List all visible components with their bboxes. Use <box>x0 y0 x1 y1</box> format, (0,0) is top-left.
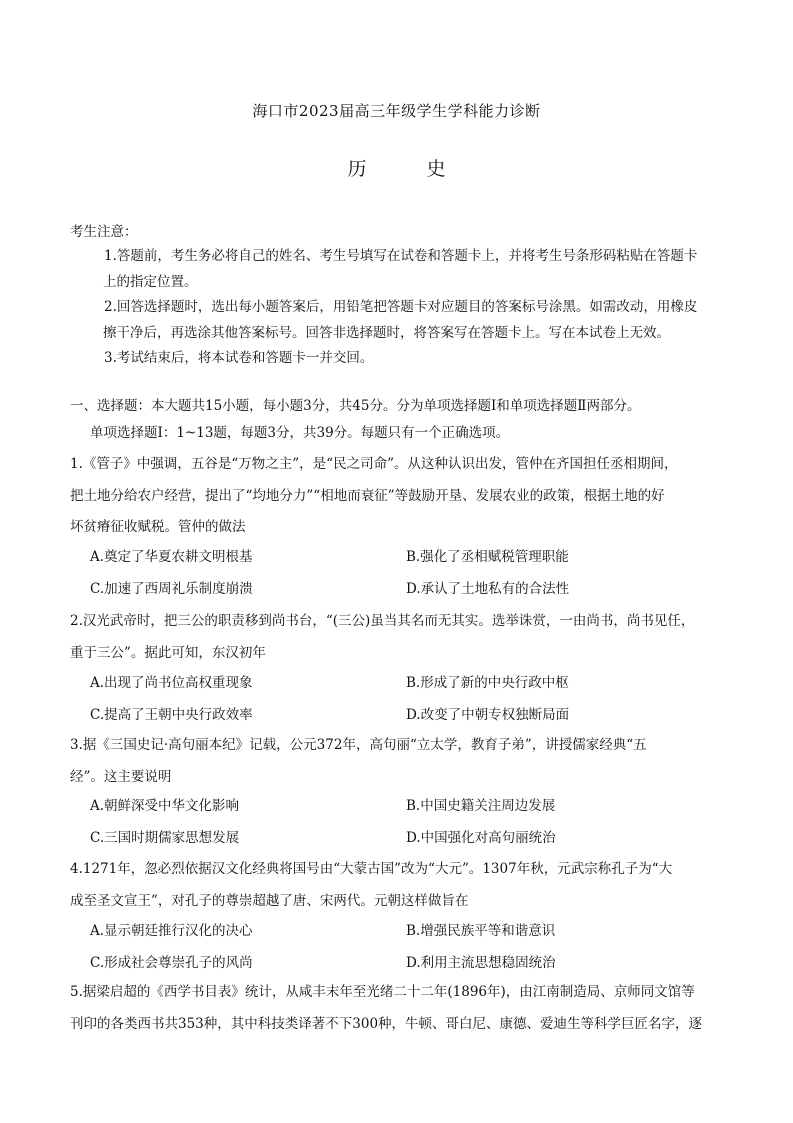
question-2-options <box>90 668 730 731</box>
question-1 <box>70 449 730 544</box>
question-line: 经”。这主要说明 <box>70 768 172 785</box>
option-d: D.中国强化对高句丽统治 <box>406 829 556 846</box>
option-a: A.朝鲜深受中华文化影响 <box>90 798 240 814</box>
question-4-options <box>90 916 730 979</box>
option-row <box>90 791 730 823</box>
option-a: A.显示朝廷推行汉化的决心 <box>90 923 253 939</box>
option-row <box>90 823 730 855</box>
exam-title: 海口市2023届高三年级学生学科能力诊断 <box>252 102 541 120</box>
section-subheading: 单项选择题Ⅰ：1~13题，每题3分，共39分。每题只有一个正确选项。 <box>90 425 510 441</box>
option-c: C.加速了西周礼乐制度崩溃 <box>90 580 253 597</box>
notice-heading: 考生注意： <box>70 224 138 240</box>
question-line: 2.汉光武帝时，把三公的职责移到尚书台，“(三公)虽当其名而无其实。选举诛赏，一由尚书，尚书见任， <box>70 613 695 629</box>
question-4 <box>70 854 730 917</box>
option-a: A.出现了尚书位高权重现象 <box>90 675 253 691</box>
notice-item: 上的指定位置。 <box>103 273 198 290</box>
question-5 <box>70 977 730 1040</box>
question-1-options <box>90 542 730 605</box>
question-line: 坏贫瘠征收赋税。管仲的做法 <box>70 519 246 535</box>
option-c: C.三国时期儒家思想发展 <box>90 829 240 846</box>
notice-list <box>104 244 734 372</box>
option-row <box>90 542 730 574</box>
question-line: 把土地分给农户经营，提出了“均地分力”“相地而衰征”等鼓励开垦、发展农业的政策，根据土地的好 <box>70 487 665 504</box>
question-line: 刊印的各类西书共353种，其中科技类译著不下300种，牛顿、哥白尼、康德、爱迪生等科学巨匠名字，逐 <box>70 1015 703 1032</box>
option-row <box>90 574 730 606</box>
option-d: D.改变了中朝专权独断局面 <box>406 706 570 723</box>
section-heading: 一、选择题：本大题共15小题，每小题3分，共45分。分为单项选择题Ⅰ和单项选择题Ⅱ两部分。 <box>70 398 641 414</box>
option-a: A.奠定了华夏农耕文明根基 <box>90 549 253 565</box>
option-d: D.利用主流思想稳固统治 <box>406 954 556 971</box>
option-c: C.提高了王朝中央行政效率 <box>90 706 253 723</box>
question-3-options <box>90 791 730 854</box>
question-line: 5.据梁启超的《西学书目表》统计，从咸丰末年至光绪二十二年(1896年)，由江南制造局、京师同文馆等 <box>70 984 695 1000</box>
question-line: 重于三公”。据此可知，东汉初年 <box>70 644 266 661</box>
question-line: 1.《管子》中强调，五谷是“万物之主”，是“民之司命”。从这种认识出发，管仲在齐国担任丞相期间， <box>70 456 678 472</box>
question-line: 成至圣文宣王”，对孔子的尊崇超越了唐、宋两代。元朝这样做旨在 <box>70 892 469 909</box>
option-b: B.形成了新的中央行政中枢 <box>406 675 569 691</box>
option-row <box>90 668 730 700</box>
option-d: D.承认了土地私有的合法性 <box>406 580 570 597</box>
question-2 <box>70 606 730 669</box>
notice-item: 擦干净后，再选涂其他答案标号。回答非选择题时，将答案写在答题卡上。写在本试卷上无效。 <box>103 324 670 341</box>
option-b: B.中国史籍关注周边发展 <box>406 798 556 814</box>
option-row <box>90 916 730 948</box>
subject-char: 史 <box>426 158 446 180</box>
notice-item: 1.答题前，考生务必将自己的姓名、考生号填写在试卷和答题卡上，并将考生号条形码粘贴在答题卡 <box>104 248 698 264</box>
option-b: B.增强民族平等和谐意识 <box>406 923 556 939</box>
subject-title <box>0 154 793 181</box>
option-c: C.形成社会尊崇孔子的风尚 <box>90 954 253 971</box>
notice-item: 2.回答选择题时，选出每小题答案后，用铅笔把答题卡对应题目的答案标号涂黑。如需改动，用橡皮 <box>104 299 698 315</box>
question-line: 3.据《三国史记·高句丽本纪》记载，公元372年，高句丽“立太学，教育子弟”，讲授儒家经典“五 <box>70 737 647 753</box>
question-line: 4.1271年，忽必烈依据汉文化经典将国号由“大蒙古国”改为“大元”。1307年秋，元武宗称孔子为“大 <box>70 861 673 877</box>
option-row <box>90 700 730 732</box>
notice-item: 3.考试结束后，将本试卷和答题卡一并交回。 <box>104 350 374 366</box>
question-3 <box>70 730 730 793</box>
subject-char: 历 <box>347 158 367 180</box>
option-row <box>90 948 730 980</box>
option-b: B.强化了丞相赋税管理职能 <box>406 549 569 565</box>
